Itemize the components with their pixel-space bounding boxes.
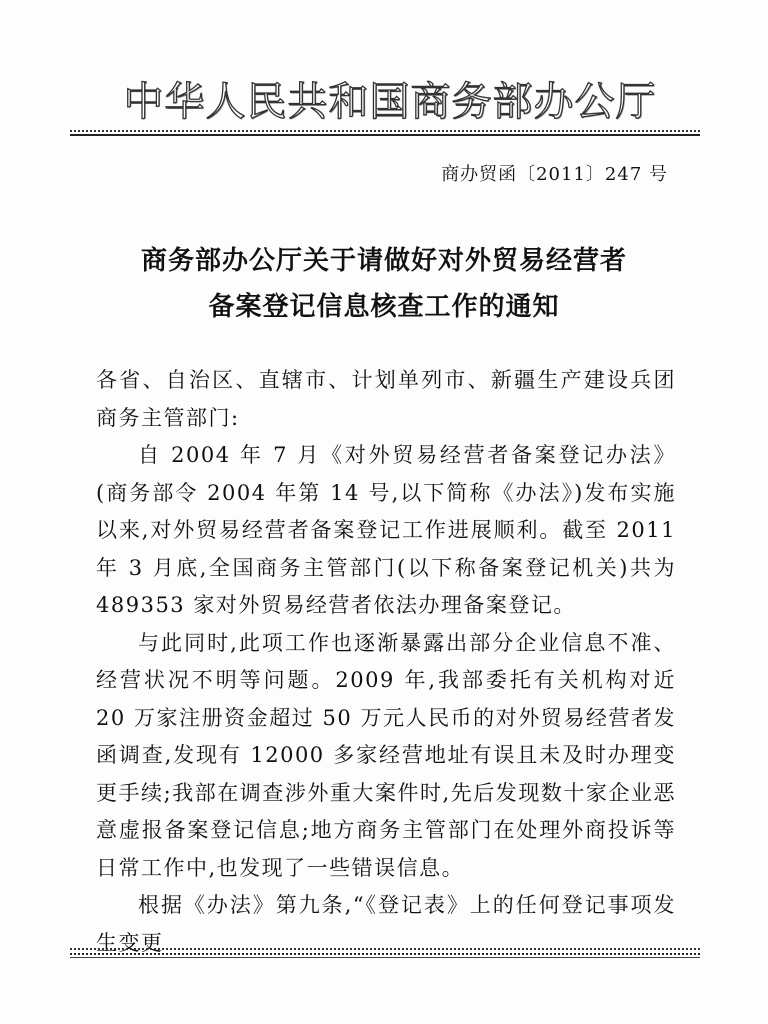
footer-divider-dotted-2: [70, 953, 700, 955]
document-body: [96, 362, 676, 955]
paragraph-3: 根据《办法》第九条,“《登记表》上的任何登记事项发生变更: [96, 893, 676, 955]
footer-divider-dotted: [70, 948, 700, 950]
paragraph-1: 自 2004 年 7 月《对外贸易经营者备案登记办法》(商务部令 2004 年第 14 号,以下简称《办法》)发布实施以来,对外贸易经营者备案登记工作进展顺利。截至 2011 年 3 月底,全国商务主管部门(以下称备案登记机关)共为 489353 家对外贸易经营者依法办理备案登记。: [96, 443, 676, 617]
document-number: 商办贸函〔2011〕247 号: [441, 164, 668, 185]
header-divider-dotted: [70, 130, 700, 132]
letterhead-issuer: 中华人民共和国商务部办公厅: [123, 79, 657, 124]
addressee: 各省、自治区、直辖市、计划单列市、新疆生产建设兵团商务主管部门:: [96, 368, 676, 430]
document-title-line-2: 备案登记信息核查工作的通知: [208, 292, 560, 322]
header-divider-solid: [70, 134, 700, 136]
footer-divider-solid: [70, 957, 700, 958]
paragraph-2: 与此同时,此项工作也逐渐暴露出部分企业信息不准、经营状况不明等问题。2009 年,我部委托有关机构对近 20 万家注册资金超过 50 万元人民币的对外贸易经营者发函调查,发现有 12000 多家经营地址有误且未及时办理变更手续;我部在调查涉外重大案件时,先后发现数十家企业恶意虚报备案登记信息;地方商务主管部门在处理外商投诉等日常工作中,也发现了一些错误信息。: [96, 630, 676, 880]
document-title-line-1: 商务部办公厅关于请做好对外贸易经营者: [140, 246, 627, 276]
